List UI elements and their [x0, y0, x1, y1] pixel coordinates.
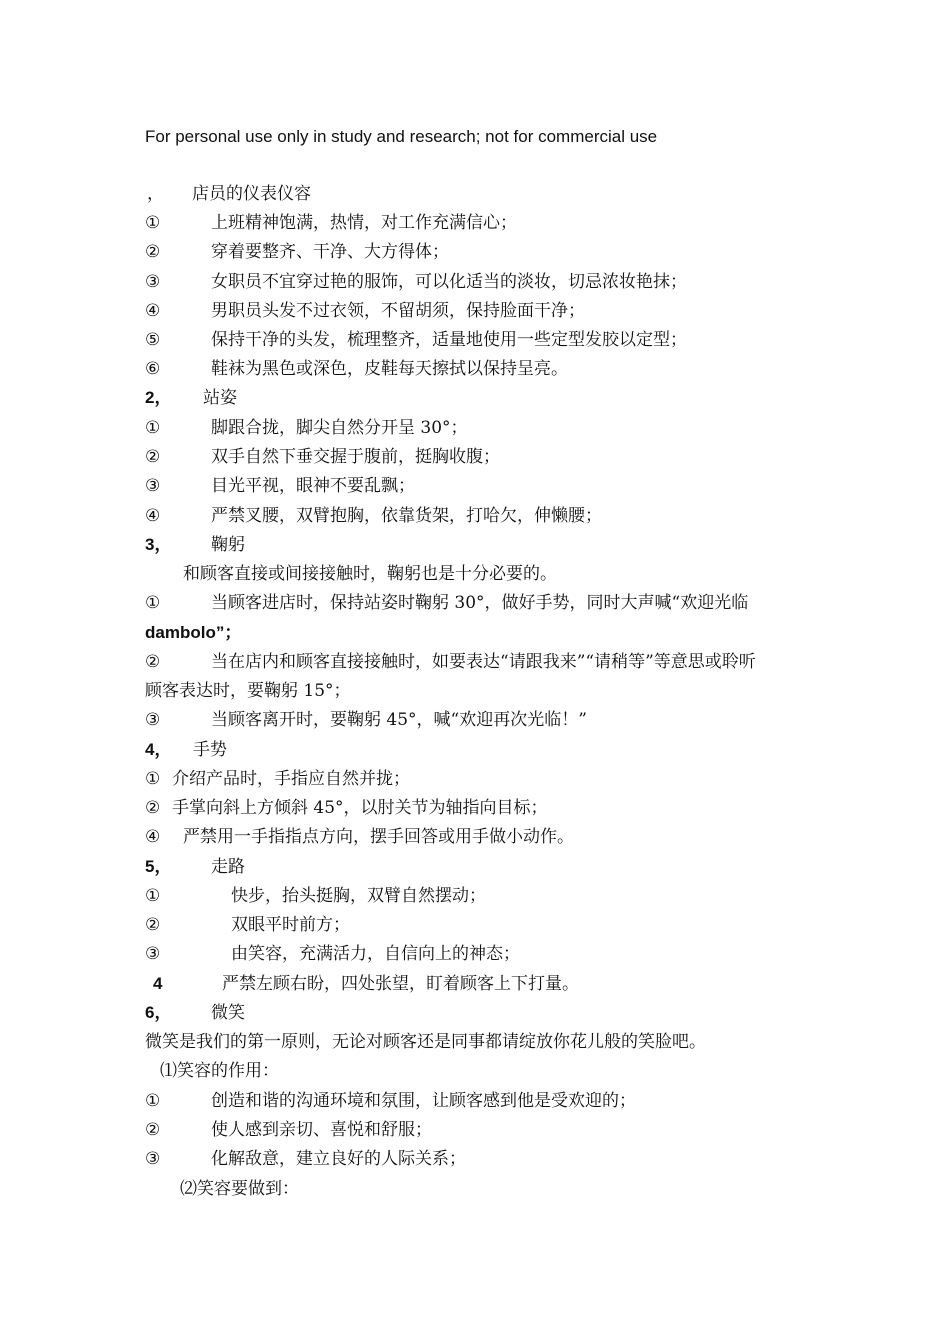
line-text: 手势: [193, 740, 227, 760]
line-text: 店员的仪表仪容: [192, 184, 311, 204]
line-text: 脚跟合拢，脚尖自然分开呈 30°；: [211, 418, 468, 438]
line-text: 穿着要整齐、干净、大方得体；: [211, 242, 449, 262]
line-text: 微笑: [211, 1003, 245, 1023]
list-marker: ①: [145, 593, 161, 613]
line-text: 创造和谐的沟通环境和氛围，让顾客感到他是受欢迎的；: [211, 1091, 636, 1111]
line-text: 当顾客进店时，保持站姿时鞠躬 30°，做好手势，同时大声喊“欢迎光临: [211, 593, 749, 613]
list-marker: ⑤: [145, 330, 161, 350]
list-marker: 4: [153, 974, 163, 993]
line-text: 双眼平时前方；: [231, 915, 350, 935]
line-text: 上班精神饱满，热情，对工作充满信心；: [211, 213, 517, 233]
list-marker: ⑥: [145, 359, 161, 379]
list-marker: ③: [145, 710, 161, 730]
section-number: 2，: [145, 388, 172, 407]
line-text: 目光平视，眼神不要乱飘；: [211, 476, 415, 496]
line-text: 化解敌意，建立良好的人际关系；: [211, 1149, 466, 1169]
line-text: 鞋袜为黑色或深色，皮鞋每天擦拭以保持呈亮。: [211, 359, 568, 379]
line-text: 介绍产品时，手指应自然并拢；: [172, 769, 410, 789]
list-marker: ①: [145, 213, 161, 233]
line-text: 鞠躬: [211, 535, 245, 555]
list-marker: ②: [145, 447, 161, 467]
line-text: 快步，抬头挺胸，双臂自然摆动；: [231, 886, 486, 906]
line-text: 严禁左顾右盼，四处张望，盯着顾客上下打量。: [222, 974, 579, 994]
line-text: ⑴笑容的作用：: [160, 1061, 279, 1081]
list-marker: ①: [145, 418, 161, 438]
list-marker: ③: [145, 272, 161, 292]
line-text: 双手自然下垂交握于腹前，挺胸收腹；: [211, 447, 500, 467]
line-text: 手掌向斜上方倾斜 45°，以肘关节为轴指向目标；: [172, 798, 548, 818]
usage-notice-text: For personal use only in study and research; not for commercial use: [145, 127, 658, 146]
list-marker: ②: [145, 1120, 161, 1140]
section-number: 5，: [145, 857, 172, 876]
line-text: 男职员头发不过衣领，不留胡须，保持脸面干净；: [211, 301, 585, 321]
line-text: 和顾客直接或间接接触时，鞠躬也是十分必要的。: [183, 564, 557, 584]
list-marker: ③: [145, 944, 161, 964]
list-marker: ②: [145, 652, 161, 672]
line-text: 由笑容，充满活力，自信向上的神态；: [231, 944, 520, 964]
line-text: 当顾客离开时，要鞠躬 45°，喊“欢迎再次光临！”: [211, 710, 587, 730]
list-marker: ②: [145, 798, 161, 818]
line-text: 走路: [211, 857, 245, 877]
line-text: dambolo”；: [145, 623, 242, 642]
section-number: 4，: [145, 740, 172, 759]
list-marker: ②: [145, 242, 161, 262]
line-text: 站姿: [203, 388, 237, 408]
list-marker: ①: [145, 1091, 161, 1111]
list-marker: ③: [145, 476, 161, 496]
list-marker: ④: [145, 301, 161, 321]
line-text: ⑵笑容要做到：: [180, 1179, 299, 1199]
line-text: 保持干净的头发，梳理整齐，适量地使用一些定型发胶以定型；: [211, 330, 687, 350]
list-marker: ②: [145, 915, 161, 935]
list-marker: ④: [145, 827, 161, 847]
line-text: 严禁叉腰，双臂抱胸，依靠货架，打哈欠，伸懒腰；: [211, 506, 602, 526]
list-marker: ③: [145, 1149, 161, 1169]
list-marker: ，: [147, 184, 164, 204]
line-text: 使人感到亲切、喜悦和舒服；: [211, 1120, 432, 1140]
line-text: 严禁用一手指指点方向，摆手回答或用手做小动作。: [183, 827, 574, 847]
list-marker: ④: [145, 506, 161, 526]
line-text: 微笑是我们的第一原则，无论对顾客还是同事都请绽放你花儿般的笑脸吧。: [145, 1032, 706, 1052]
list-marker: ①: [145, 769, 161, 789]
line-text: 女职员不宜穿过艳的服饰，可以化适当的淡妆，切忌浓妆艳抹；: [211, 272, 687, 292]
list-marker: ①: [145, 886, 161, 906]
line-text: 当在店内和顾客直接接触时，如要表达“请跟我来”“请稍等”等意思或聆听: [211, 652, 756, 672]
line-text: 顾客表达时，要鞠躬 15°；: [145, 681, 351, 701]
section-number: 3，: [145, 535, 172, 554]
section-number: 6，: [145, 1003, 172, 1022]
usage-notice: [145, 126, 657, 148]
